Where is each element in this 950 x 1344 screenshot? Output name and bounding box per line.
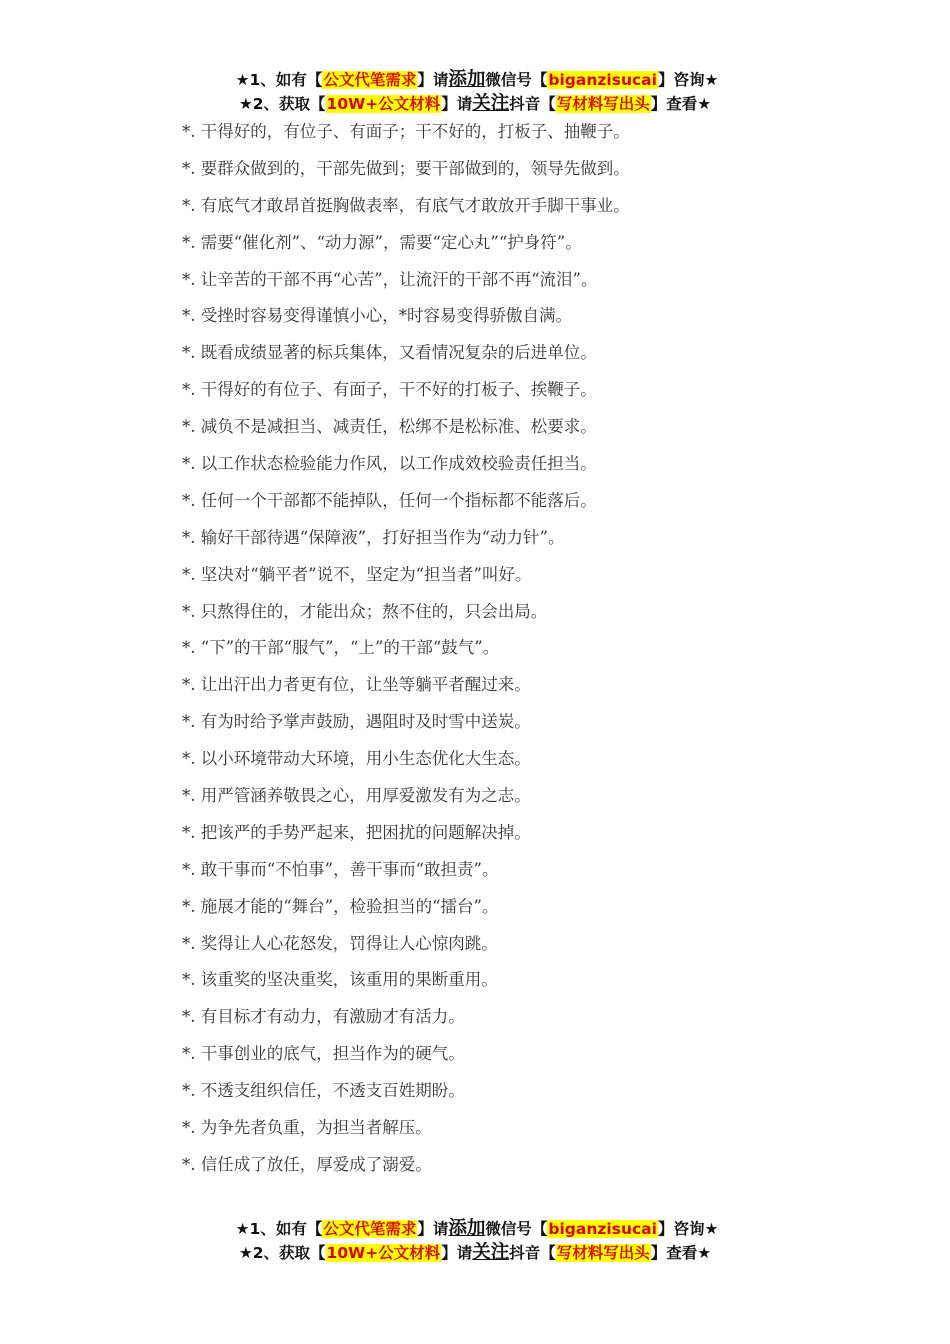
banner-text: 抖音【 — [509, 95, 556, 113]
banner-text: 】查看★ — [650, 95, 712, 113]
highlight-service: 公文代笔需求 — [323, 71, 417, 89]
banner-line-1 — [0, 68, 950, 92]
banner-line-1 — [0, 1217, 950, 1241]
banner-text: 】请 — [441, 95, 473, 113]
banner-text: ★1、如有【 — [235, 1220, 323, 1238]
list-item: *. “下”的干部“服气”，“上”的干部“鼓气”。 — [182, 638, 500, 658]
highlight-service: 公文代笔需求 — [323, 1220, 417, 1238]
top-banner — [0, 68, 950, 116]
highlight-wechat-id: biganzisucai — [548, 1220, 657, 1238]
highlight-douyin-account: 写材料写出头 — [556, 1244, 650, 1262]
banner-text: 抖音【 — [509, 1244, 556, 1262]
list-item: *. 施展才能的“舞台”，检验担当的“擂台”。 — [182, 896, 499, 916]
banner-text: ★2、获取【 — [238, 95, 326, 113]
list-item: *. 以工作状态检验能力作风，以工作成效校验责任担当。 — [182, 454, 597, 474]
banner-text: 】咨询★ — [657, 71, 719, 89]
banner-emphasis: 添加 — [448, 1218, 486, 1239]
banner-text: ★1、如有【 — [235, 71, 323, 89]
list-item: *. 既看成绩显著的标兵集体，又看情况复杂的后进单位。 — [182, 343, 597, 363]
highlight-materials: 10W+公文材料 — [326, 1244, 441, 1262]
banner-text: 】请 — [441, 1244, 473, 1262]
list-item: *. 有为时给予掌声鼓励，遇阻时及时雪中送炭。 — [182, 712, 531, 732]
list-item: *. 不透支组织信任，不透支百姓期盼。 — [182, 1081, 465, 1101]
sentence-list — [182, 117, 802, 1187]
list-item: *. 为争先者负重，为担当者解压。 — [182, 1118, 432, 1138]
list-item: *. 干得好的，有位子、有面子；干不好的，打板子、抽鞭子。 — [182, 122, 630, 141]
highlight-materials: 10W+公文材料 — [326, 95, 441, 113]
list-item: *. 有底气才敢昂首挺胸做表率，有底气才敢放开手脚干事业。 — [182, 195, 630, 215]
banner-text: 】查看★ — [650, 1244, 712, 1262]
banner-text: 微信号【 — [485, 71, 548, 89]
list-item: *. 敢干事而“不怕事”，善干事而“敢担责”。 — [182, 859, 499, 879]
list-item: *. 以小环境带动大环境，用小生态优化大生态。 — [182, 749, 531, 769]
banner-emphasis: 关注 — [472, 1242, 510, 1263]
list-item: *. 干事创业的底气，担当作为的硬气。 — [182, 1044, 465, 1064]
banner-text: ★2、获取【 — [238, 1244, 326, 1262]
highlight-wechat-id: biganzisucai — [548, 71, 657, 89]
list-item: *. 需要“催化剂”、“动力源”，需要“定心丸”“护身符”。 — [182, 232, 582, 252]
banner-text: 】请 — [417, 1220, 449, 1238]
highlight-douyin-account: 写材料写出头 — [556, 95, 650, 113]
list-item: *. 要群众做到的，干部先做到；要干部做到的，领导先做到。 — [182, 158, 630, 178]
list-item: *. 输好干部待遇“保障液”，打好担当作为“动力针”。 — [182, 527, 565, 547]
list-item: *. 减负不是减担当、减责任，松绑不是松标准、松要求。 — [182, 417, 597, 437]
list-item: *. 信任成了放任，厚爱成了溺爱。 — [182, 1154, 432, 1174]
list-item: *. 让出汗出力者更有位，让坐等躺平者醒过来。 — [182, 675, 531, 695]
list-item: *. 干得好的有位子、有面子，干不好的打板子、挨鞭子。 — [182, 380, 597, 400]
banner-text: 微信号【 — [485, 1220, 548, 1238]
list-item: *. 只熬得住的，才能出众；熬不住的，只会出局。 — [182, 601, 548, 621]
banner-text: 】咨询★ — [657, 1220, 719, 1238]
list-item: *. 坚决对“躺平者”说不，坚定为“担当者”叫好。 — [182, 564, 532, 584]
list-item: *. 用严管涵养敬畏之心，用厚爱激发有为之志。 — [182, 786, 531, 806]
banner-emphasis: 关注 — [472, 93, 510, 114]
list-item: *. 奖得让人心花怒发，罚得让人心惊肉跳。 — [182, 933, 498, 953]
list-item: *. 任何一个干部都不能掉队，任何一个指标都不能落后。 — [182, 490, 597, 510]
banner-emphasis: 添加 — [448, 69, 486, 90]
banner-line-2 — [0, 1241, 950, 1265]
list-item: *. 有目标才有动力，有激励才有活力。 — [182, 1007, 465, 1027]
list-item: *. 把该严的手势严起来，把困扰的问题解决掉。 — [182, 822, 531, 842]
list-item: *. 该重奖的坚决重奖，该重用的果断重用。 — [182, 970, 498, 990]
bottom-banner — [0, 1217, 950, 1265]
banner-text: 】请 — [417, 71, 449, 89]
list-item: *. 让辛苦的干部不再“心苦”，让流汗的干部不再“流泪”。 — [182, 269, 598, 289]
banner-line-2 — [0, 92, 950, 116]
list-item: *. 受挫时容易变得谨慎小心，*时容易变得骄傲自满。 — [182, 306, 572, 326]
